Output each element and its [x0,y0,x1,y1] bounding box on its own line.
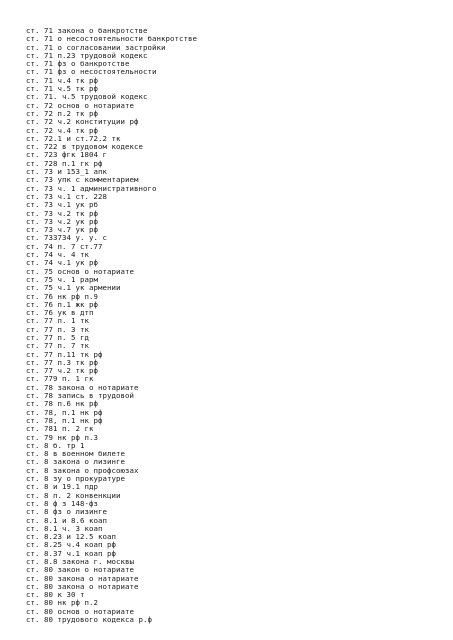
text-line: ст. 8.23 и 12.5 коап [26,532,116,542]
text-line: ст. 71 п.23 трудовой кодекс [26,50,148,60]
text-line: ст. 733734 у. у. с [26,233,107,243]
text-line: ст. 77 п. 3 тк [26,324,89,334]
text-line: ст. 75 ч. 1 рарм [26,274,98,284]
text-line: ст. 71 закона о банкротстве [26,26,148,35]
text-line: ст. 80 нк рф п.2 [26,598,98,608]
text-line: ст. 72 ч.2 конституции рф [26,117,139,127]
text-line: ст. 74 ч.1 ук рф [26,258,98,268]
text-line: ст. 72 п.2 тк рф [26,108,98,118]
text-line: ст. 8.8 закона г. москвы [26,557,134,566]
text-line: ст. 71 фз о несостоятельности [26,67,157,77]
text-line: ст. 73 ч.1 ст. 228 [26,191,107,201]
text-line: ст. 80 закона о нотариате [26,581,139,591]
text-line: ст. 722 в трудовом кодексе [26,142,143,152]
text-line: ст. 8.1 и 8.6 коап [26,515,107,525]
text-line: ст. 77 п.3 тк рф [26,357,98,367]
text-line: ст. 8.1 ч. 3 коап [26,523,103,533]
text-line: ст. 71. ч.5 трудовой кодекс [26,92,148,102]
text-line: ст. 73 ч.7 ук рф [26,225,98,235]
text-line: ст. 8 и 19.1 пдр [26,482,98,492]
text-line: ст. 75 ч.1 ук армении [26,283,121,293]
text-line: ст. 8 зу о прокуратуре [26,474,125,484]
text-line: ст. 71 ч.4 тк рф [26,75,98,85]
text-line: ст. 77 п. 1 тк [26,316,89,326]
text-line: ст. 76 ук в дтп [26,308,94,318]
text-line: ст. 77 ч.2 тк рф [26,366,98,376]
text-line: ст. 8 п. 2 конвенкции [26,490,121,500]
text-line: ст. 8 б. тр 1 [26,440,85,450]
text-line: ст. 8 в военном билете [26,449,125,459]
text-line: ст. 8 закона о лизинге [26,457,125,467]
text-line: ст. 8 ф з 148-фз [26,498,98,508]
text-line: ст. 71 ч.5 тк рф [26,84,98,94]
text-line: ст. 73 ч.1 ук рб [26,200,98,210]
text-line: ст. 71 о несостоятельности банкротстве [26,34,197,44]
text-line: ст. 781 п. 2 гк [26,424,94,434]
text-line: ст. 77 п. 7 тк [26,341,89,351]
text-line: ст. 75 основ о нотариате [26,266,134,276]
text-line: ст. 71 фз о банкротстве [26,59,130,69]
text-line: ст. 80 основ о нотариате [26,606,134,616]
text-line: ст. 73 упк с комментарием [26,175,139,185]
text-line: ст. 8 фз о лизинге [26,507,107,517]
text-line: ст. 72 ч.4 тк рф [26,125,98,135]
text-line: ст. 73 ч.2 ук рф [26,216,98,226]
text-line: ст. 78 запись в трудовой [26,391,134,401]
text-line: ст. 74 п. 7 ст.77 [26,241,103,251]
text-line: ст. 73 ч.2 тк рф [26,208,98,218]
text-line: ст. 79 нк рф п.3 [26,432,98,442]
text-line: ст. 77 п. 5 гд [26,332,89,342]
text-line: ст. 78 п.6 нк рф [26,399,98,409]
text-line: ст. 8.37 ч.1 коап рф [26,548,116,558]
text-line: ст. 80 к 30 т [26,590,85,600]
text-line: ст. 723 фгк 1804 г [26,150,107,160]
text-line: ст. 76 нк рф п.9 [26,291,98,301]
text-list [26,27,197,624]
text-line: ст. 78, п.1 нк рф [26,415,103,425]
text-line: ст. 80 закон о нотариате [26,565,134,575]
text-line: ст. 80 трудового кодекса р.ф [26,615,152,625]
text-line: ст. 72.1 и ст.72.2 тк [26,133,121,143]
text-line: ст. 71 о согласовании застройки [26,42,166,52]
text-line: ст. 8.25 ч.4 коап рф [26,540,116,550]
text-line: ст. 77 п.11 тк рф [26,349,103,359]
text-line: ст. 779 п. 1 гк [26,374,94,384]
text-line: ст. 72 основ о нотариате [26,100,134,110]
text-line: ст. 78 закона о нотариате [26,382,139,392]
text-line: ст. 73 ч. 1 административного [26,183,157,193]
text-line: ст. 74 ч. 4 тк [26,250,89,260]
text-line: ст. 78, п.1 нк рф [26,407,103,417]
text-line: ст. 73 и 153_1 апк [26,167,107,177]
text-line: ст. 80 закона о натариате [26,573,139,583]
text-line: ст. 76 п.1 жк рф [26,299,98,309]
text-line: ст. 8 закона о профсоюзах [26,465,139,475]
text-line: ст. 728 п.1 гк рф [26,158,103,168]
